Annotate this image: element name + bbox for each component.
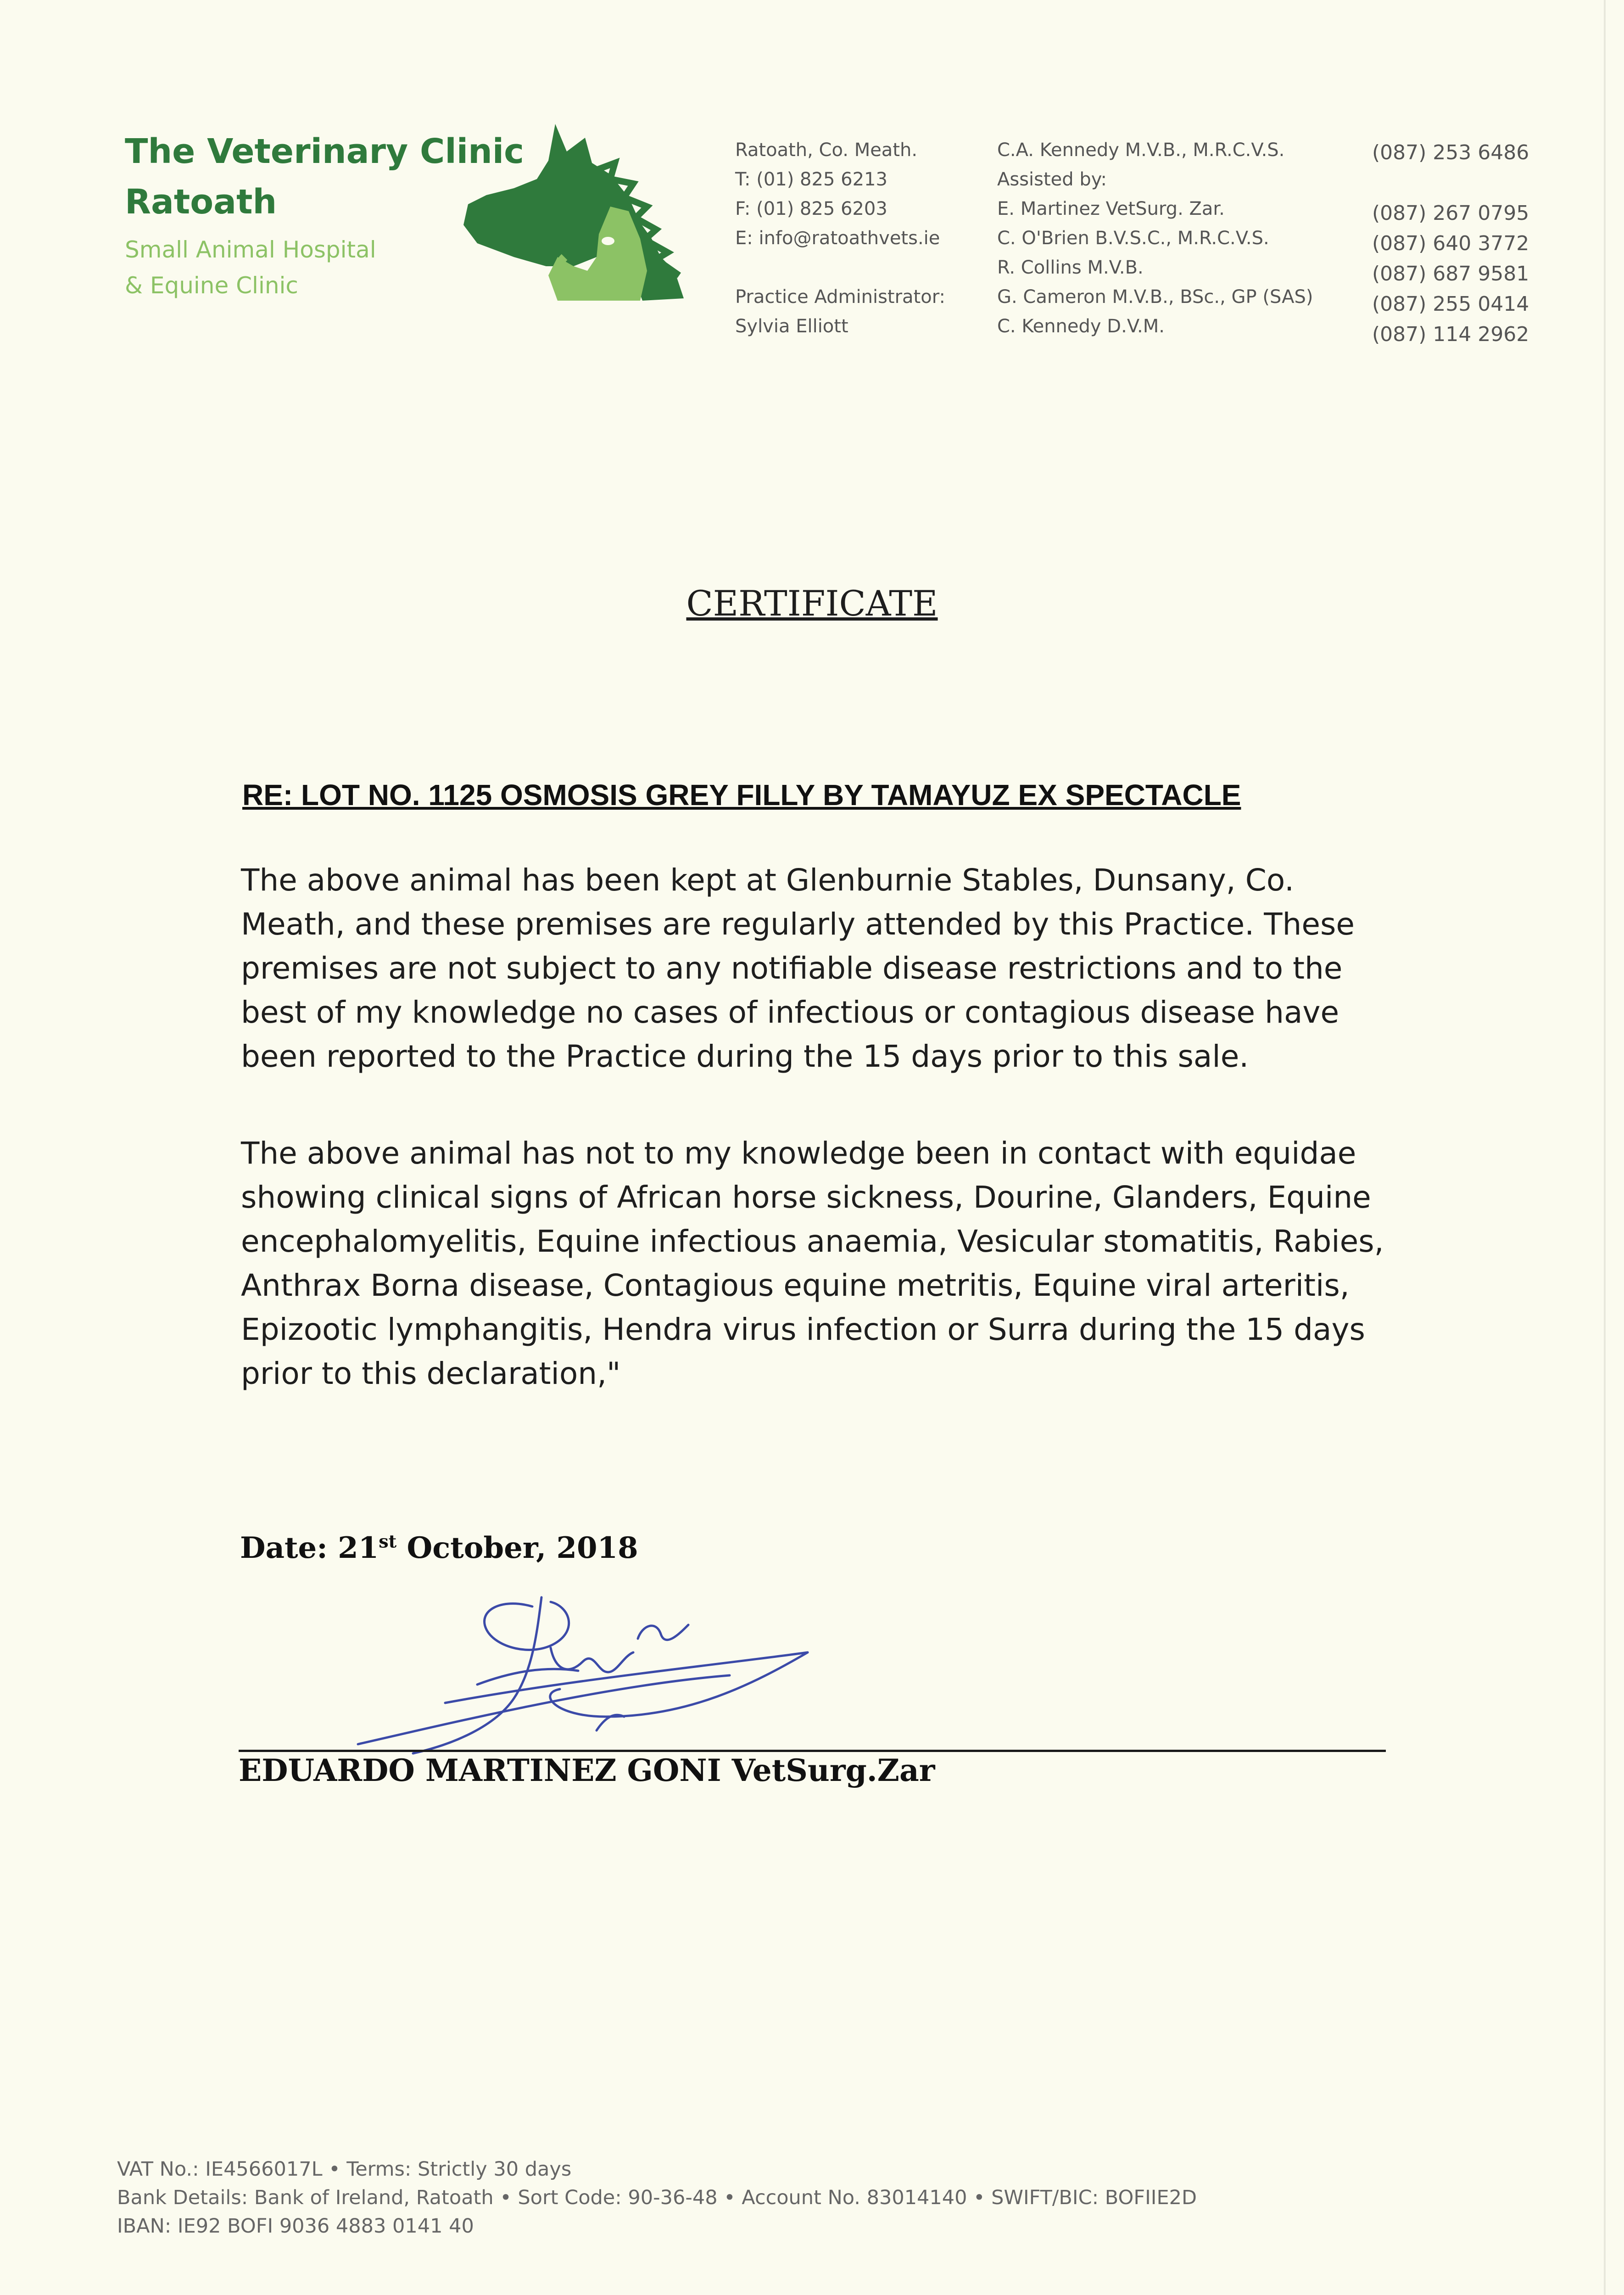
staff-phone: (087) 114 2962 [1372, 323, 1529, 346]
staff-phone-list [1372, 138, 1529, 350]
footer-bank: Bank Details: Bank of Ireland, Ratoath • Sort Code: 90-36-48 • Account No. 83014140 • SWIFT/BIC: BOFIIE2D [117, 2186, 1197, 2209]
staff-item: R. Collins M.V.B. [997, 257, 1144, 278]
page-edge [1604, 0, 1606, 2295]
staff-phone: (087) 267 0795 [1372, 202, 1529, 225]
date-rest: October, 2018 [396, 1531, 638, 1565]
administrator-name: Sylvia Elliott [735, 316, 848, 337]
clinic-subtitle-line2: & Equine Clinic [125, 272, 298, 299]
staff-phone: (087) 253 6486 [1372, 141, 1529, 164]
fax-line: F: (01) 825 6203 [735, 198, 887, 219]
staff-list [997, 135, 1313, 341]
horse-dog-logo-icon [459, 119, 698, 308]
staff-item: C. O'Brien B.V.S.C., M.R.C.V.S. [997, 228, 1269, 249]
handwritten-signature [340, 1579, 936, 1772]
address-line: Ratoath, Co. Meath. [735, 140, 918, 161]
declaration-paragraph-1: The above animal has been kept at Glenburnie Stables, Dunsany, Co. Meath, and these premises are regularly attended by this Practice. These premises are not subject to any notifiable disease restrictions and to the best of my knowledge no cases of infectious or contagious disease have been reported to the Practice during the 15 days prior to this sale. [241, 862, 1355, 1074]
signer-name: EDUARDO MARTINEZ GONI VetSurg.Zar [239, 1752, 935, 1788]
signature-line [239, 1750, 1386, 1752]
footer-iban: IBAN: IE92 BOFI 9036 4883 0141 40 [117, 2215, 474, 2238]
staff-phone: (087) 255 0414 [1372, 292, 1529, 316]
staff-phone-spacer [1372, 168, 1529, 198]
staff-item: C. Kennedy D.V.M. [997, 316, 1165, 337]
clinic-address-block [735, 135, 945, 341]
clinic-subtitle-line1: Small Animal Hospital [125, 236, 376, 263]
clinic-name-line2: Ratoath [125, 182, 277, 222]
date-label: Date: 21 [240, 1531, 379, 1565]
email-line: E: info@ratoathvets.ie [735, 228, 940, 249]
staff-item: E. Martinez VetSurg. Zar. [997, 198, 1225, 219]
staff-item: C.A. Kennedy M.V.B., M.R.C.V.S. [997, 140, 1285, 161]
declaration-paragraph-2: The above animal has not to my knowledge been in contact with equidae showing clinical signs of African horse sickness, Dourine, Glanders, Equine encephalomyelitis, Equine infectious anaemia, Vesicular stomatitis, Rabies, Anthrax Borna disease, Contagious equine metritis, Equine viral arteritis, Epizootic lymphangitis, Hendra virus infection or Surra during the 15 days prior to this declaration," [241, 1136, 1384, 1391]
footer-details [117, 2155, 1197, 2240]
clinic-subtitle [125, 232, 376, 303]
staff-phone: (087) 687 9581 [1372, 262, 1529, 285]
lot-reference: RE: LOT NO. 1125 OSMOSIS GREY FILLY BY TAMAYUZ EX SPECTACLE [242, 778, 1241, 812]
staff-phone: (087) 640 3772 [1372, 232, 1529, 255]
date-suffix: st [379, 1531, 397, 1552]
administrator-label: Practice Administrator: [735, 286, 945, 308]
footer-vat: VAT No.: IE4566017L • Terms: Strictly 30 days [117, 2158, 572, 2181]
clinic-name-line1: The Veterinary Clinic [125, 132, 525, 171]
phone-line: T: (01) 825 6213 [735, 169, 887, 190]
address-spacer [735, 253, 945, 282]
certificate-title: CERTIFICATE [686, 583, 938, 624]
certificate-date [240, 1531, 638, 1565]
staff-item: Assisted by: [997, 169, 1107, 190]
staff-item: G. Cameron M.V.B., BSc., GP (SAS) [997, 286, 1313, 308]
